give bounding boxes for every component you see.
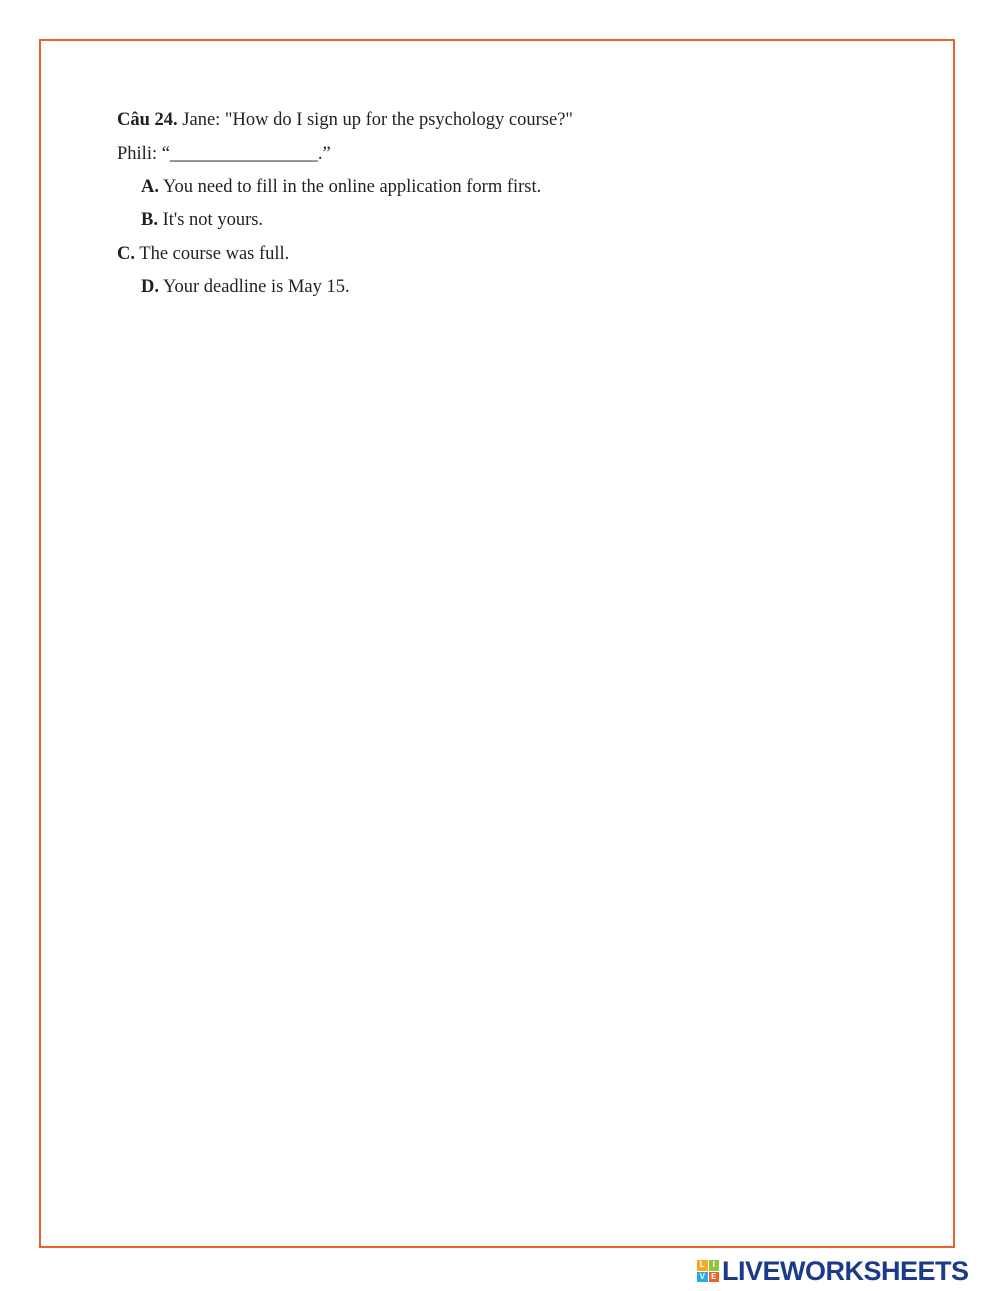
question-number: Câu 24. — [117, 110, 178, 130]
liveworksheets-logo-icon — [697, 1260, 719, 1282]
liveworksheets-logo-text: LIVEWORKSHEETS — [722, 1255, 969, 1286]
option-letter: A. — [141, 177, 159, 197]
logo-tile-e: E — [709, 1272, 720, 1283]
option-b — [141, 209, 263, 231]
logo-tile-v: V — [697, 1272, 708, 1283]
reply-blank-line: Phili: “________________.” — [117, 144, 331, 164]
option-text: It's not yours. — [157, 210, 264, 230]
question-text: Jane: "How do I sign up for the psychology course?" — [177, 110, 573, 130]
logo-tile-l: L — [697, 1260, 708, 1271]
option-letter: B. — [141, 210, 158, 230]
option-text: You need to fill in the online application form first. — [159, 177, 542, 197]
question-stem — [117, 109, 573, 131]
liveworksheets-logo — [697, 1257, 969, 1285]
option-letter: C. — [117, 244, 135, 264]
option-text: Your deadline is May 15. — [159, 277, 350, 297]
logo-tile-i: I — [709, 1260, 720, 1271]
option-d — [141, 276, 350, 298]
option-a — [141, 176, 541, 198]
option-letter: D. — [141, 277, 159, 297]
option-text: The course was full. — [135, 244, 290, 264]
option-c — [117, 243, 289, 265]
